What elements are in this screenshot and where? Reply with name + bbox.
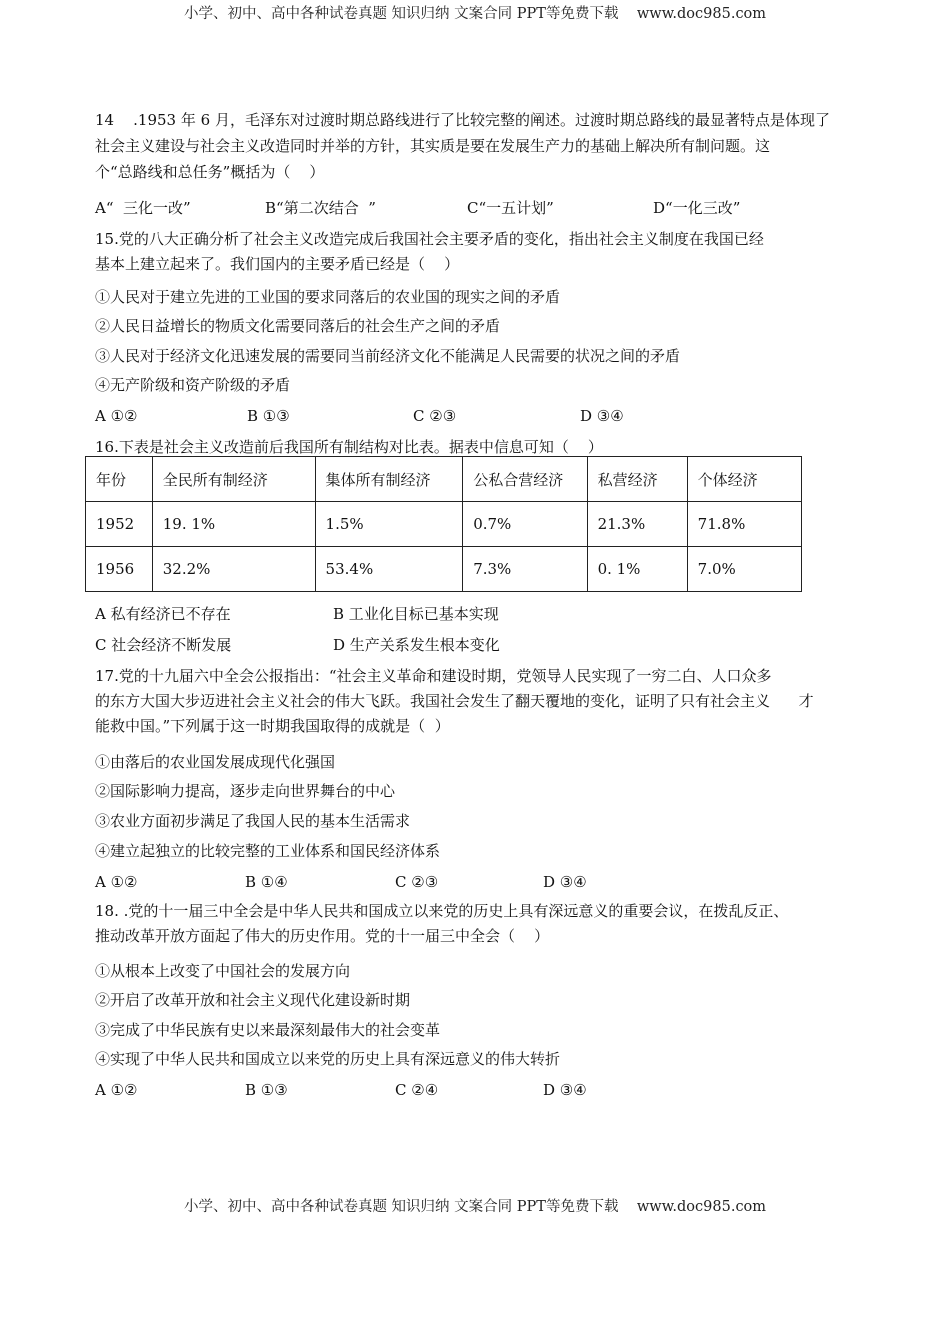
page-footer: 小学、初中、高中各种试卷真题 知识归纳 文案合同 PPT等免费下载 www.doc985.com (183, 1199, 767, 1215)
q15-item: ④无产阶级和资产阶级的矛盾 (95, 376, 291, 394)
table-header-cell: 公私合营经济 (463, 457, 587, 502)
table-cell: 7.0% (687, 547, 801, 592)
q14-option-a: A“ 三化一改” (95, 199, 191, 217)
q14-option-b: B“第二次结合 ” (265, 199, 376, 217)
table-cell: 1952 (86, 502, 153, 547)
q15-item: ③人民对于经济文化迅速发展的需要同当前经济文化不能满足人民需要的状况之间的矛盾 (95, 347, 681, 365)
q17-option-b: B ①④ (245, 873, 288, 891)
table-cell: 1956 (86, 547, 153, 592)
q18-item: ②开启了改革开放和社会主义现代化建设新时期 (95, 991, 411, 1009)
q17-text-line: 的东方大国大步迈进社会主义社会的伟大飞跃。我国社会发生了翻天覆地的变化，证明了只有社会主义 才 (95, 692, 814, 710)
page-header: 小学、初中、高中各种试卷真题 知识归纳 文案合同 PPT等免费下载 www.doc985.com (183, 6, 767, 22)
q15-option-d: D ③④ (580, 407, 624, 425)
q18-item: ④实现了中华人民共和国成立以来党的历史上具有深远意义的伟大转折 (95, 1050, 561, 1068)
q15-option-c: C ②③ (413, 407, 457, 425)
table-cell: 32.2% (152, 547, 315, 592)
q15-item: ②人民日益增长的物质文化需要同落后的社会生产之间的矛盾 (95, 317, 501, 335)
q18-item: ①从根本上改变了中国社会的发展方向 (95, 962, 351, 980)
q17-item: ④建立起独立的比较完整的工业体系和国民经济体系 (95, 842, 441, 860)
q17-text-line: 能救中国。”下列属于这一时期我国取得的成就是（ ） (95, 717, 450, 735)
q17-item: ①由落后的农业国发展成现代化强国 (95, 753, 336, 771)
table-row (86, 502, 802, 547)
q17-option-d: D ③④ (543, 873, 587, 891)
table-cell: 19. 1% (152, 502, 315, 547)
q14-text-line: 14 .1953 年 6 月，毛泽东对过渡时期总路线进行了比较完整的阐述。过渡时期总路线的最显著特点是体现了 (95, 111, 830, 129)
q14-text-line: 社会主义建设与社会主义改造同时并举的方针，其实质是要在发展生产力的基础上解决所有制问题。这 (95, 137, 771, 155)
q14-option-c: C“一五计划” (467, 199, 554, 217)
table-cell: 21.3% (587, 502, 687, 547)
q14-option-d: D“一化三改” (653, 199, 741, 217)
q16-option-d: D 生产关系发生根本变化 (333, 636, 500, 654)
table-header-row (86, 457, 802, 502)
q15-item: ①人民对于建立先进的工业国的要求同落后的农业国的现实之间的矛盾 (95, 288, 561, 306)
q15-text-line: 15.党的八大正确分析了社会主义改造完成后我国社会主要矛盾的变化，指出社会主义制度在我国已经 (95, 230, 764, 248)
q16-option-c: C 社会经济不断发展 (95, 636, 232, 654)
q18-option-b: B ①③ (245, 1081, 288, 1099)
q16-option-b: B 工业化目标已基本实现 (333, 605, 499, 623)
q17-option-a: A ①② (95, 873, 138, 891)
table-cell: 71.8% (687, 502, 801, 547)
table-cell: 53.4% (315, 547, 463, 592)
q14-text-line: 个“总路线和总任务”概括为（ ） (95, 163, 325, 181)
table-cell: 0. 1% (587, 547, 687, 592)
q18-option-c: C ②④ (395, 1081, 439, 1099)
q18-option-d: D ③④ (543, 1081, 587, 1099)
table-header-cell: 集体所有制经济 (315, 457, 463, 502)
table-cell: 0.7% (463, 502, 587, 547)
q18-item: ③完成了中华民族有史以来最深刻最伟大的社会变革 (95, 1021, 441, 1039)
q17-option-c: C ②③ (395, 873, 439, 891)
q18-text-line: 推动改革开放方面起了伟大的历史作用。党的十一届三中全会（ ） (95, 927, 550, 945)
q15-option-b: B ①③ (247, 407, 290, 425)
q17-item: ③农业方面初步满足了我国人民的基本生活需求 (95, 812, 411, 830)
table-row (86, 547, 802, 592)
q15-text-line: 基本上建立起来了。我们国内的主要矛盾已经是（ ） (95, 255, 460, 273)
table-header-cell: 个体经济 (687, 457, 801, 502)
q18-text-line: 18. .党的十一届三中全会是中华人民共和国成立以来党的历史上具有深远意义的重要会议，在拨乱反正、 (95, 902, 789, 920)
q18-option-a: A ①② (95, 1081, 138, 1099)
q15-option-a: A ①② (95, 407, 138, 425)
table-header-cell: 年份 (86, 457, 153, 502)
table-header-cell: 全民所有制经济 (152, 457, 315, 502)
table-cell: 7.3% (463, 547, 587, 592)
q17-item: ②国际影响力提高，逐步走向世界舞台的中心 (95, 782, 396, 800)
table-header-cell: 私营经济 (587, 457, 687, 502)
q17-text-line: 17.党的十九届六中全会公报指出：“社会主义革命和建设时期，党领导人民实现了一穷二白、人口众多 (95, 667, 772, 685)
ownership-table (85, 456, 802, 592)
q16-text-line: 16.下表是社会主义改造前后我国所有制结构对比表。据表中信息可知（ ） (95, 438, 603, 456)
table-cell: 1.5% (315, 502, 463, 547)
q16-option-a: A 私有经济已不存在 (95, 605, 231, 623)
